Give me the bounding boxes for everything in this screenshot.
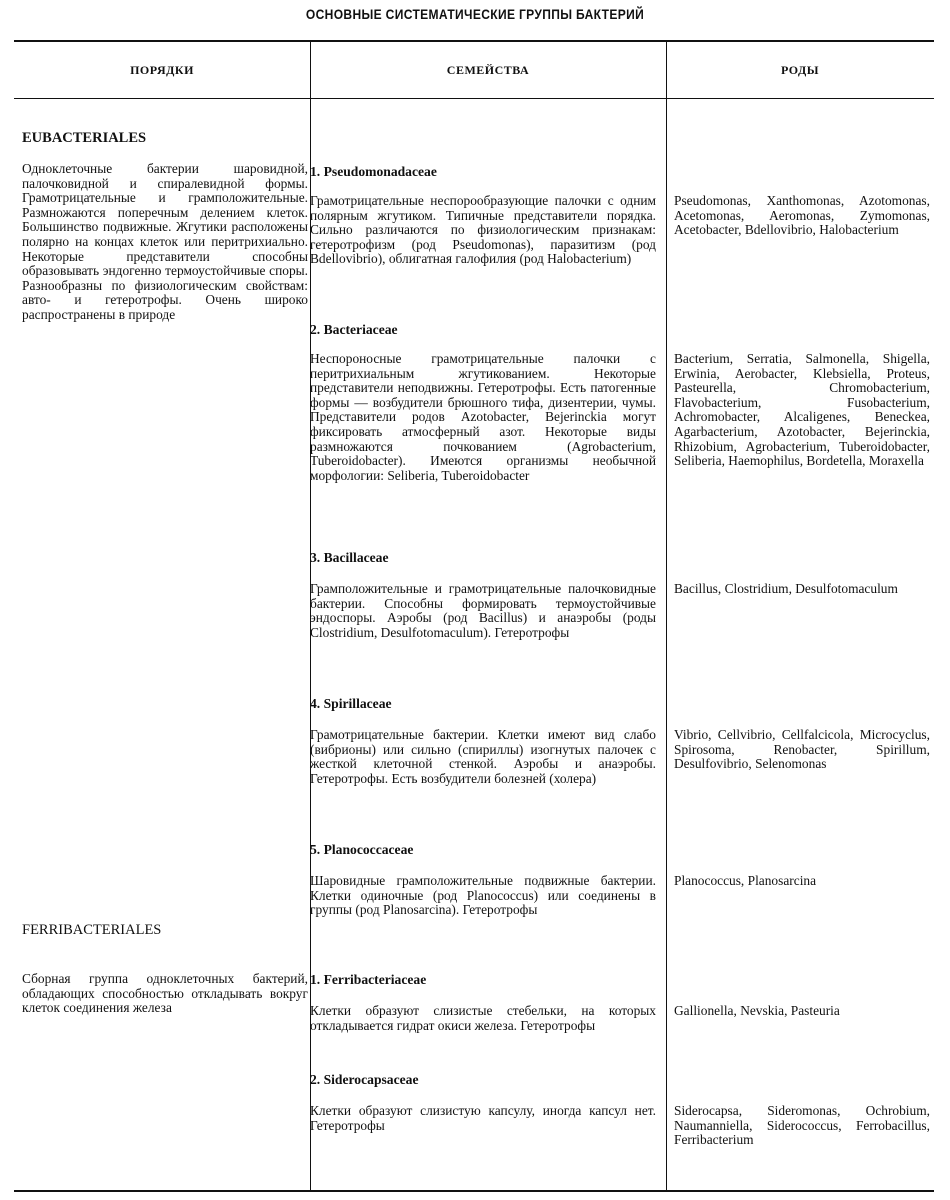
table-header xyxy=(14,42,934,99)
family-description: Шаровидные грамположительные подвижные бактерии. Клетки одиночные (род Planococcus) или соединены в группы (род Planosarcina). Гетеротрофы xyxy=(310,873,656,918)
family-description: Грамотрицательные неспорообразующие палочки с одним полярным жгутиком. Типичные представители порядка. Сильно различаются по физиологическим признакам: гетеротрофизм (род Pseudomonas), паразитизм (род Bdellovibrio), облигатная галофилия (род Halobacterium) xyxy=(310,193,656,267)
family-name: 1. Ferribacteriaceae xyxy=(310,972,427,987)
header-orders: ПОРЯДКИ xyxy=(130,63,194,77)
family-name: 4. Spirillaceae xyxy=(310,696,392,711)
family-genera: Bacillus, Clostridium, Desulfotomaculum xyxy=(674,581,898,596)
family-description: Неспороносные грамотрицательные палочки с перитрихиальным жгутикованием. Некоторые представители неподвижны. Гетеротрофы. Есть патогенные формы — возбудители брюшного тифа, дизентерии, чумы. Представители родов Azotobacter, Bejerinckia могут фиксировать атмосферный азот. Некоторые виды размножаются почкованием (Agrobacterium, Tuberoidobacter). Имеются организмы необычной морфологии: Seliberia, Tuberoidobacter xyxy=(310,351,656,483)
family-name: 2. Siderocapsaceae xyxy=(310,1072,419,1087)
family-name: 2. Bacteriaceae xyxy=(310,322,398,337)
header-genera: РОДЫ xyxy=(780,63,820,77)
order-name: FERRIBACTERIALES xyxy=(22,922,162,938)
order-description: Сборная группа одноклеточных бактерий, обладающих способностью откладывать вокруг клеток соединения железа xyxy=(22,971,308,1016)
family-description: Клетки образуют слизистые стебельки, на которых откладывается гидрат окиси железа. Гетеротрофы xyxy=(310,1003,656,1033)
family-genera: Planococcus, Planosarcina xyxy=(674,873,817,888)
family-genera: Bacterium, Serratia, Salmonella, Shigella, Erwinia, Aerobacter, Klebsiella, Proteus, Pasteurella, Chromobacterium, Flavobacterium, Fusobacterium, Achromobacter, Alcaligenes, Beneckea, Agarbacterium, Azotobacter, Bejerinckia, Rhizobium, Agrobacterium, Tuberoidobacter, Seliberia, Haemophilus, Bordetella, Moraxella xyxy=(674,351,930,469)
family-genera: Vibrio, Cellvibrio, Cellfalcicola, Microcyclus, Spirosoma, Renobacter, Spirillum, Desulfovibrio, Selenomonas xyxy=(674,727,930,772)
family-genera: Gallionella, Nevskia, Pasteuria xyxy=(674,1003,840,1018)
page-title: ОСНОВНЫЕ СИСТЕМАТИЧЕСКИЕ ГРУППЫ БАКТЕРИЙ xyxy=(305,6,645,22)
header-families: СЕМЕЙСТВА xyxy=(446,63,530,77)
family-name: 3. Bacillaceae xyxy=(310,550,389,565)
family-description: Грамположительные и грамотрицательные палочковидные бактерии. Способны формировать термоустойчивые эндоспоры. Аэробы (род Bacillus) и анаэробы (роды Clostridium, Desulfotomaculum). Гетеротрофы xyxy=(310,581,656,640)
column-divider xyxy=(666,42,667,1190)
order-description: Одноклеточные бактерии шаровидной, палочковидной и спиралевидной формы. Грамотрицательные и грамположительные. Размножаются поперечным делением клеток. Большинство подвижные. Жгутики расположены полярно на концах клеток или перитрихиально. Некоторые представители способны образовывать эндогенно термоустойчивые споры. Разнообразны по физиологическим свойствам: авто- и гетеротрофы. Очень широко распространены в природе xyxy=(22,161,308,322)
family-description: Грамотрицательные бактерии. Клетки имеют вид слабо (вибрионы) или сильно (спириллы) изогнутых палочек с жесткой клеточной стенкой. Аэробы и анаэробы. Гетеротрофы. Есть возбудители болезней (холера) xyxy=(310,727,656,786)
family-genera: Siderocapsa, Sideromonas, Ochrobium, Naumanniella, Siderococcus, Ferrobacillus, Ferribacterium xyxy=(674,1103,930,1148)
family-genera: Pseudomonas, Xanthomonas, Azotomonas, Acetomonas, Aeromonas, Zymomonas, Acetobacter, Bdellovibrio, Halobacterium xyxy=(674,193,930,238)
order-name: EUBACTERIALES xyxy=(22,130,147,146)
family-name: 5. Planococcaceae xyxy=(310,842,414,857)
family-description: Клетки образуют слизистую капсулу, иногда капсул нет. Гетеротрофы xyxy=(310,1103,656,1133)
bacteria-table xyxy=(14,40,934,1192)
family-name: 1. Pseudomonadaceae xyxy=(310,164,437,179)
